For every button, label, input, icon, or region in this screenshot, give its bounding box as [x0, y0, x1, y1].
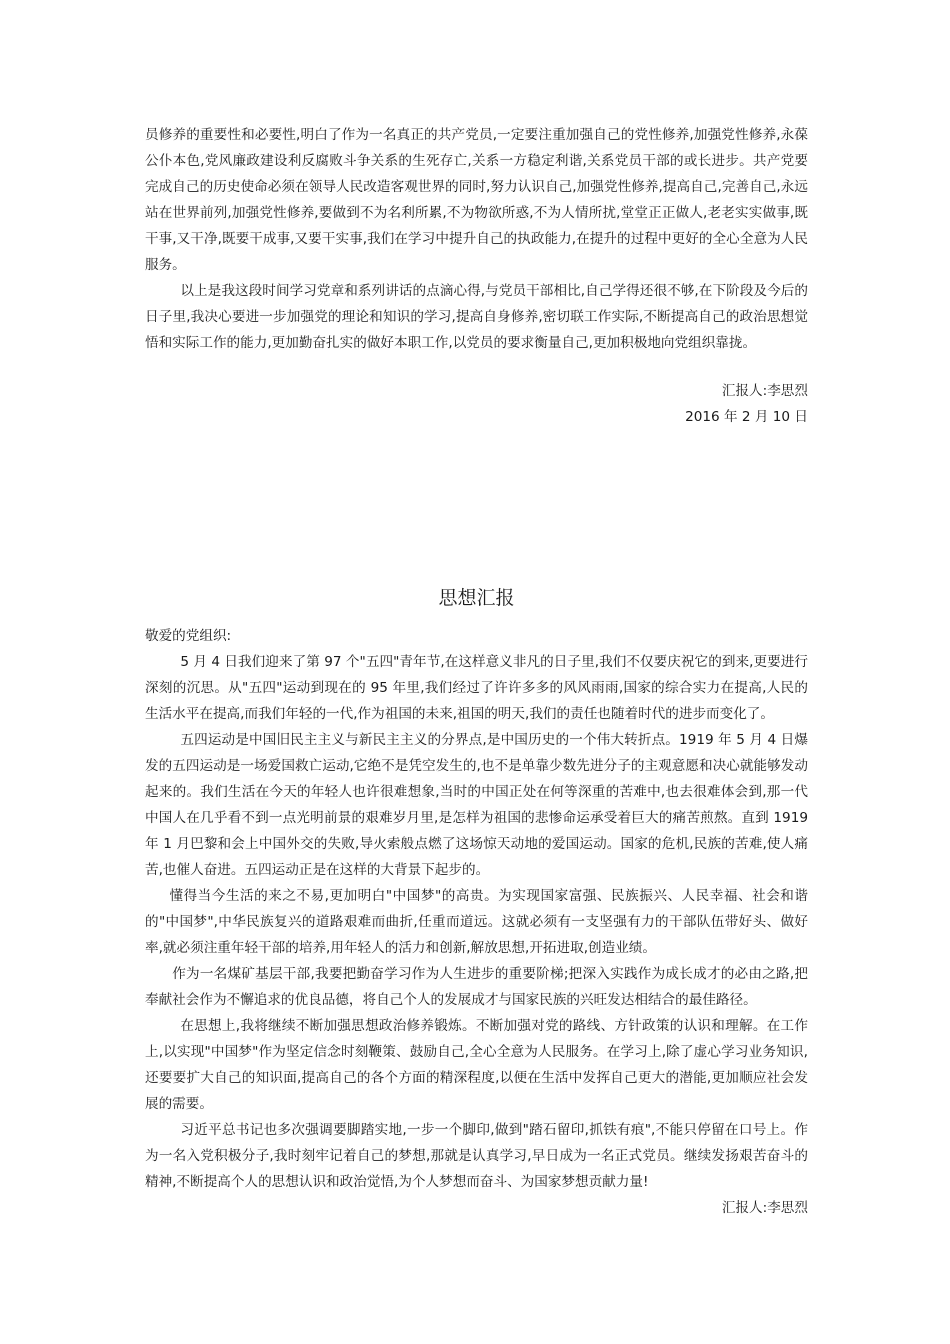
- salutation: 敬爱的党组织:: [145, 628, 232, 644]
- signature-block: [145, 378, 808, 430]
- report-date: 2016 年 2 月 10 日: [685, 409, 808, 425]
- body-paragraph: 五四运动是中国旧民主主义与新民主主义的分界点,是中国历史的一个伟大转折点。1919 年 5 月 4 日爆发的五四运动是一场爱国救亡运动,它绝不是凭空发生的,也不是单靠少数先进分子的主观意愿和决心就能够发动起来的。我们生活在今天的年轻人也许很难想象,当时的中国正处在何等深重的苦难中,也去很难体会到,那一代中国人在几乎看不到一点光明前景的艰难岁月里,是怎样为祖国的悲惨命运承受着巨大的痛苦煎熬。直到 1919 年 1 月巴黎和会上中国外交的失败,导火索般点燃了这场惊天动地的爱国运动。国家的危机,民族的苦难,使人痛苦,也催人奋进。五四运动正是在这样的大背景下起步的。: [145, 732, 808, 878]
- body-paragraph: 作为一名煤矿基层干部,我要把勤奋学习作为人生进步的重要阶梯;把深入实践作为成长成才的必由之路,把奉献社会作为不懈追求的优良品德，将自己个人的发展成才与国家民族的兴旺发达相结合的最佳路径。: [145, 966, 808, 1008]
- signature: 汇报人:李思烈: [721, 1200, 808, 1216]
- report-page-bottom: [145, 583, 808, 1221]
- body-paragraph: 习近平总书记也多次强调要脚踏实地,一步一个脚印,做到"踏石留印,抓铁有痕",不能只停留在口号上。作为一名入党积极分子,我时刻牢记着自己的梦想,那就是认真学习,早日成为一名正式党员。继续发扬艰苦奋斗的精神,不断提高个人的思想认识和政治觉悟,为个人梦想而奋斗、为国家梦想贡献力量!: [145, 1122, 808, 1190]
- closing-paragraph: 以上是我这段时间学习党章和系列讲话的点滴心得,与党员干部相比,自己学得还很不够,在下阶段及今后的日子里,我决心要进一步加强党的理论和知识的学习,提高自身修养,密切联工作实际,不断提高自己的政治思想觉悟和实际工作的能力,更加勤奋扎实的做好本职工作,以党员的要求衡量自己,更加积极地向党组织靠拢。: [145, 283, 808, 351]
- document-title: 思想汇报: [438, 587, 515, 609]
- signature: 汇报人:李思烈: [721, 383, 808, 399]
- report-page-top: [145, 122, 808, 430]
- body-paragraph: 5 月 4 日我们迎来了第 97 个"五四"青年节,在这样意义非凡的日子里,我们不仅要庆祝它的到来,更要进行深刻的沉思。从"五四"运动到现在的 95 年里,我们经过了许许多多的风风雨雨,国家的综合实力在提高,人民的生活水平在提高,而我们年轻的一代,作为祖国的未来,祖国的明天,我们的责任也随着时代的进步而变化了。: [145, 654, 808, 722]
- body-paragraph: 在思想上,我将继续不断加强思想政治修养锻炼。不断加强对党的路线、方针政策的认识和理解。在工作上,以实现"中国梦"作为坚定信念时刻鞭策、鼓励自己,全心全意为人民服务。在学习上,除了虚心学习业务知识,还要要扩大自己的知识面,提高自己的各个方面的精深程度,以便在生活中发挥自己更大的潜能,更加顺应社会发展的需要。: [145, 1018, 808, 1112]
- body-paragraph: 懂得当今生活的来之不易,更加明白"中国梦"的高贵。为实现国家富强、民族振兴、人民幸福、社会和谐的"中国梦",中华民族复兴的道路艰难而曲折,任重而道远。这就必须有一支坚强有力的干部队伍带好头、做好率,就必须注重年轻干部的培养,用年轻人的活力和创新,解放思想,开拓进取,创造业绩。: [145, 888, 808, 956]
- body-paragraph: 员修养的重要性和必要性,明白了作为一名真正的共产党员,一定要注重加强自己的党性修养,加强党性修养,永葆公仆本色,党风廉政建设利反腐败斗争关系的生死存亡,关系一方稳定利谐,关系党员干部的或长进步。共产党要完成自己的历史使命必须在领导人民改造客观世界的同时,努力认识自己,加强党性修养,提高自己,完善自己,永远站在世界前列,加强党性修养,要做到不为名利所累,不为物欲所惑,不为人情所扰,堂堂正正做人,老老实实做事,既干事,又干净,既要干成事,又要干实事,我们在学习中提升自己的执政能力,在提升的过程中更好的全心全意为人民服务。: [145, 127, 808, 273]
